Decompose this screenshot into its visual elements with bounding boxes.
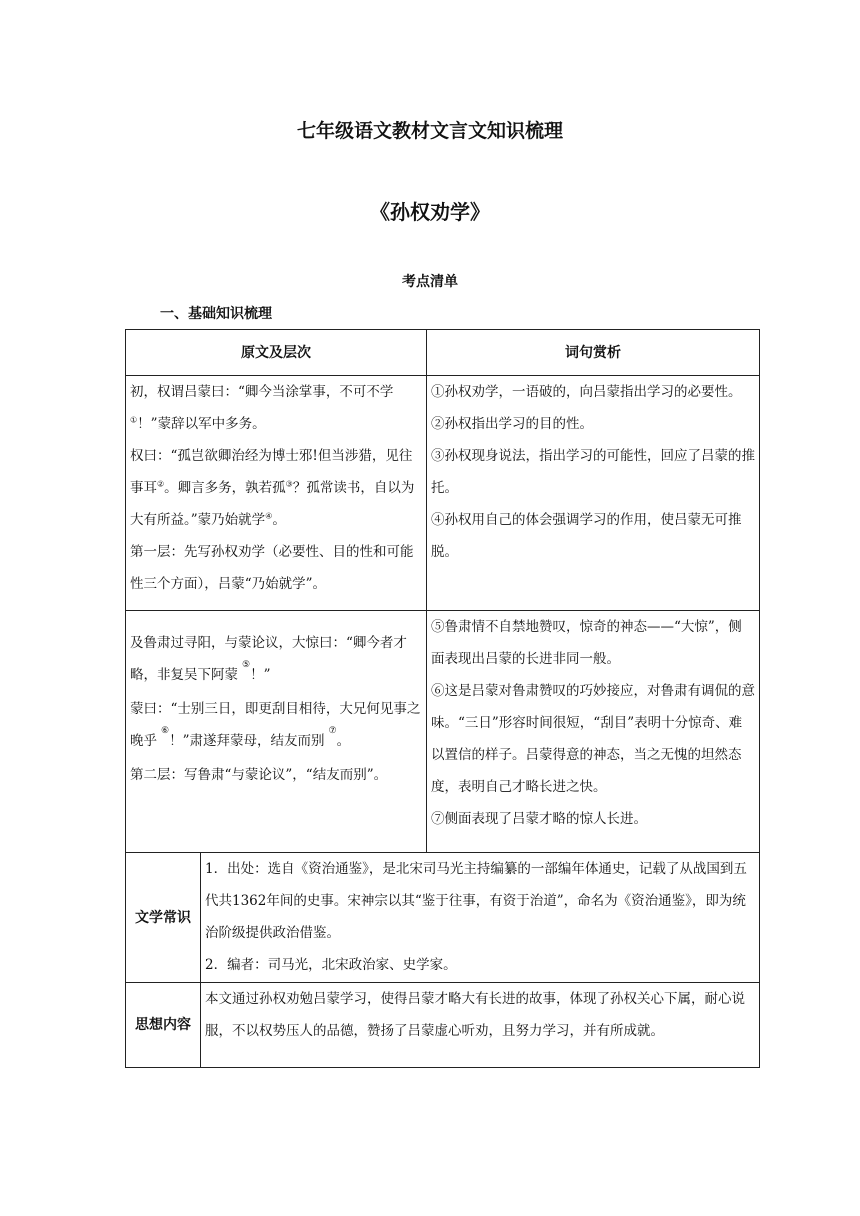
- knowledge-item: 1．出处：选自《资治通鉴》，是北宋司马光主持编纂的一部编年体通史，记载了从战国到五代共1362年间的史事。宋神宗以其“鉴于往事，有资于治道”，命名为《资治通鉴》，即为统治阶级提供政治借鉴。: [205, 861, 747, 941]
- footnote-mark: ①: [130, 415, 138, 425]
- table-header-row: [126, 330, 760, 376]
- document-title: 七年级语文教材文言文知识梳理: [296, 120, 563, 142]
- analysis-cell-1: [427, 376, 760, 611]
- footnote-mark: ⑦: [328, 726, 337, 736]
- original-paragraph: 及鲁肃过寻阳，与蒙论议，大惊曰：“卿今者才略，非复吴下阿蒙⑤！”: [130, 635, 407, 683]
- footnote-mark: ⑤: [242, 660, 251, 670]
- theme-cell: [201, 983, 760, 1068]
- original-paragraph: 初，权谓吕蒙曰：“卿今当涂掌事，不可不学①！”蒙辞以军中多务。: [130, 384, 394, 432]
- theme-text: 本文通过孙权劝勉吕蒙学习，使得吕蒙才略大有长进的故事，体现了孙权关心下属，耐心说服，不以权势压人的品德，赞扬了吕蒙虚心听劝，且努力学习，并有所成就。: [205, 991, 745, 1039]
- analysis-cell-2: [427, 611, 760, 853]
- table-row: [126, 611, 760, 853]
- footnote-mark: ③: [285, 479, 293, 489]
- layer-summary: 第二层：写鲁肃“与蒙论议”，“结友而别”。: [130, 767, 388, 783]
- original-text-cell-2: [126, 611, 427, 853]
- original-text-cell-1: [126, 376, 427, 611]
- analysis-item: ⑦侧面表现了吕蒙才略的惊人长进。: [431, 811, 647, 827]
- analysis-item: ④孙权用自己的体会强调学习的作用，使吕蒙无可推脱。: [431, 512, 742, 560]
- footnote-mark: ②: [157, 479, 165, 489]
- footnote-mark: ④: [265, 511, 273, 521]
- subsection-heading: 一、基础知识梳理: [160, 306, 272, 322]
- analysis-item: ①孙权劝学，一语破的，向吕蒙指出学习的必要性。: [431, 384, 742, 400]
- knowledge-table: [125, 329, 760, 1068]
- footnote-mark: ⑥: [161, 726, 170, 736]
- analysis-item: ⑤鲁肃情不自禁地赞叹，惊奇的神态——“大惊”，侧面表现出吕蒙的长进非同一般。: [431, 619, 742, 667]
- original-paragraph: 蒙曰：“士别三日，即更刮目相待，大兄何见事之晚乎⑥！”肃遂拜蒙母，结友而别⑦。: [130, 701, 421, 749]
- layer-summary: 第一层：先写孙权劝学（必要性、目的性和可能性三个方面），吕蒙“乃始就学”。: [130, 544, 414, 592]
- header-original-text: 原文及层次: [126, 330, 427, 376]
- knowledge-item: 2．编者：司马光，北宋政治家、史学家。: [205, 957, 457, 973]
- table-row: [126, 853, 760, 983]
- analysis-item: ③孙权现身说法，指出学习的可能性，回应了吕蒙的推托。: [431, 448, 755, 496]
- header-analysis: 词句赏析: [427, 330, 760, 376]
- analysis-item: ②孙权指出学习的目的性。: [431, 416, 593, 432]
- table-row: [126, 983, 760, 1068]
- original-paragraph: 权曰：“孤岂欲卿治经为博士邪!但当涉猎，见往事耳②。卿言多务，孰若孤③？孤常读书，自以为大有所益。”蒙乃始就学④。: [130, 448, 415, 528]
- literary-knowledge-label: 文学常识: [126, 853, 201, 983]
- literary-knowledge-cell: [201, 853, 760, 983]
- analysis-item: ⑥这是吕蒙对鲁肃赞叹的巧妙接应，对鲁肃有调侃的意味。“三日”形容时间很短，“刮目”表明十分惊奇、难以置信的样子。吕蒙得意的神态，当之无愧的坦然态度，表明自己才略长进之快。: [431, 683, 755, 795]
- section-label: 考点清单: [402, 274, 458, 290]
- lesson-title: 《孙权劝学》: [370, 200, 490, 224]
- theme-label: 思想内容: [126, 983, 201, 1068]
- table-row: [126, 376, 760, 611]
